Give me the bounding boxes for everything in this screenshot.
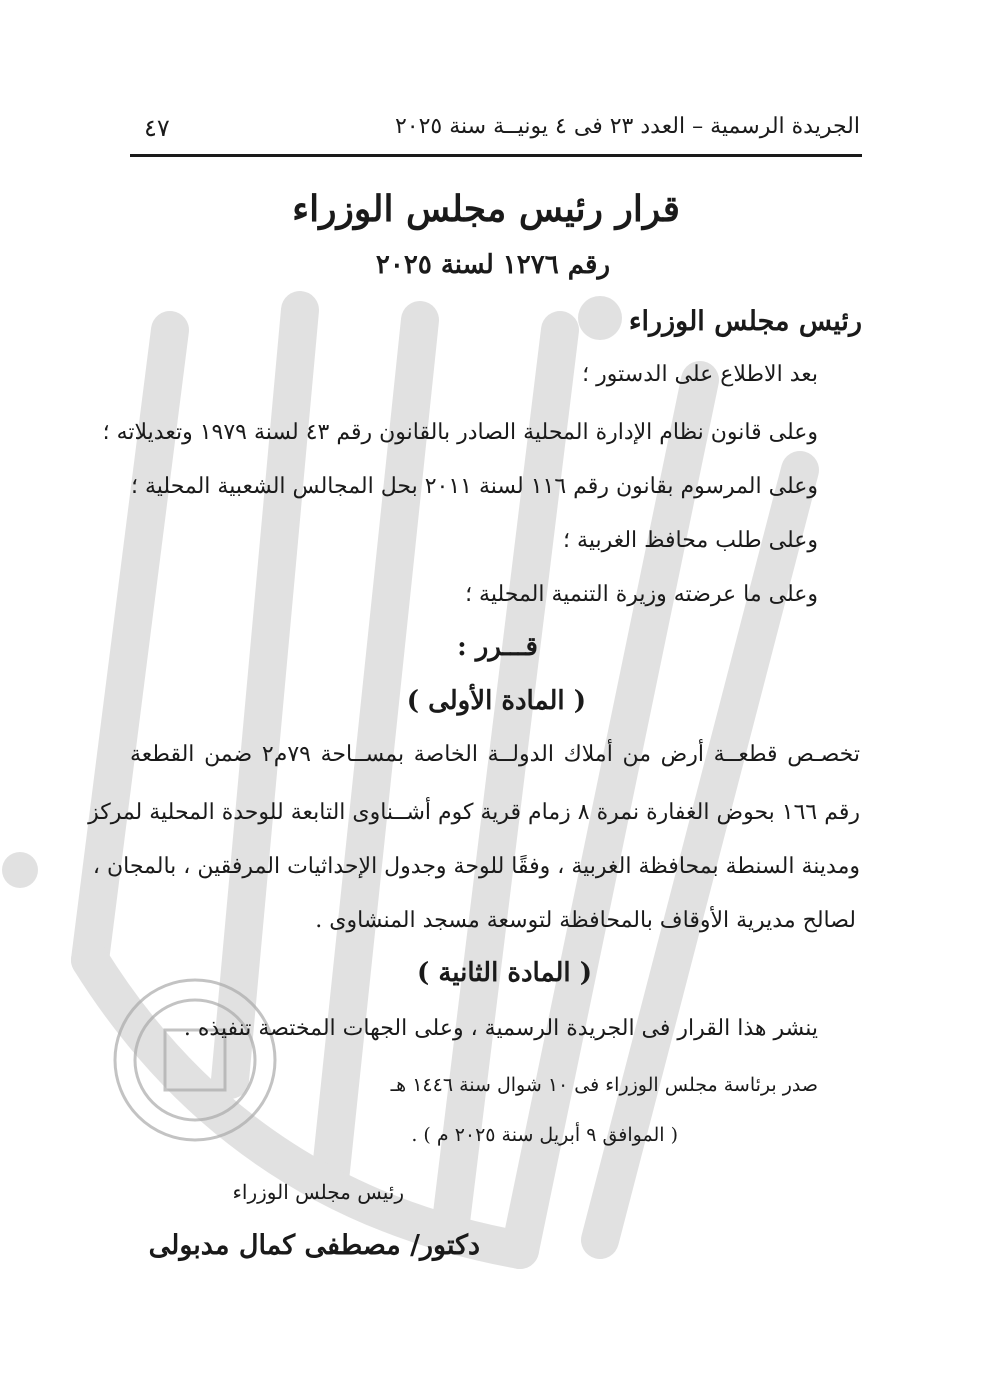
gazette-issue-line: الجريدة الرسمية – العدد ٢٣ فى ٤ يونيــة سنة ٢٠٢٥ (394, 114, 860, 139)
header-divider (130, 154, 862, 157)
ministry-seal (115, 980, 275, 1140)
page-number: ٤٧ (144, 114, 170, 142)
issuer-heading: رئيس مجلس الوزراء (628, 306, 862, 337)
preamble-line: وعلى ما عرضته وزيرة التنمية المحلية ؛ (465, 582, 818, 607)
article-1-line: رقم ١٦٦ بحوض الغفارة نمرة ٨ زمام قرية كوم أشــناوى التابعة للوحدة المحلية لمركز (88, 800, 860, 825)
preamble-line: وعلى طلب محافظ الغربية ؛ (563, 528, 818, 553)
issue-date: صدر برئاسة مجلس الوزراء فى ١٠ شوال سنة ١٤٤٦ هـ (390, 1074, 818, 1096)
article-1-line: ومدينة السنطة بمحافظة الغربية ، وفقًا للوحة وجدول الإحداثيات المرفقين ، بالمجان ، (92, 854, 860, 879)
preamble-line: وعلى المرسوم بقانون رقم ١١٦ لسنة ٢٠١١ بحل المجالس الشعبية المحلية ؛ (130, 474, 818, 499)
decided-label: قـــرر : (457, 632, 538, 662)
signature-role: رئيس مجلس الوزراء (232, 1180, 404, 1204)
page-header (130, 112, 860, 146)
preamble-line: وعلى قانون نظام الإدارة المحلية الصادر بالقانون رقم ٤٣ لسنة ١٩٧٩ وتعديلاته ؛ (102, 420, 818, 445)
decree-title: قرار رئيس مجلس الوزراء (292, 188, 680, 230)
article-1-heading: ( المادة الأولى ) (406, 686, 586, 716)
gregorian-date: ( الموافق ٩ أبريل سنة ٢٠٢٥ م ) . (411, 1124, 678, 1146)
decree-number: رقم ١٢٧٦ لسنة ٢٠٢٥ (375, 250, 610, 280)
preamble-line: بعد الاطلاع على الدستور ؛ (582, 362, 818, 387)
article-1-line: تخصـص قطعــة أرض من أملاك الدولــة الخاصة بمســاحة ٧٩م٢ ضمن القطعة (130, 742, 860, 767)
article-2-heading: ( المادة الثانية ) (417, 958, 592, 988)
signature-name: دكتور/ مصطفى كمال مدبولى (148, 1230, 480, 1261)
article-2-text: ينشر هذا القرار فى الجريدة الرسمية ، وعلى الجهات المختصة تنفيذه . (183, 1016, 818, 1041)
article-1-line: لصالح مديرية الأوقاف بالمحافظة لتوسعة مسجد المنشاوى . (315, 908, 856, 933)
